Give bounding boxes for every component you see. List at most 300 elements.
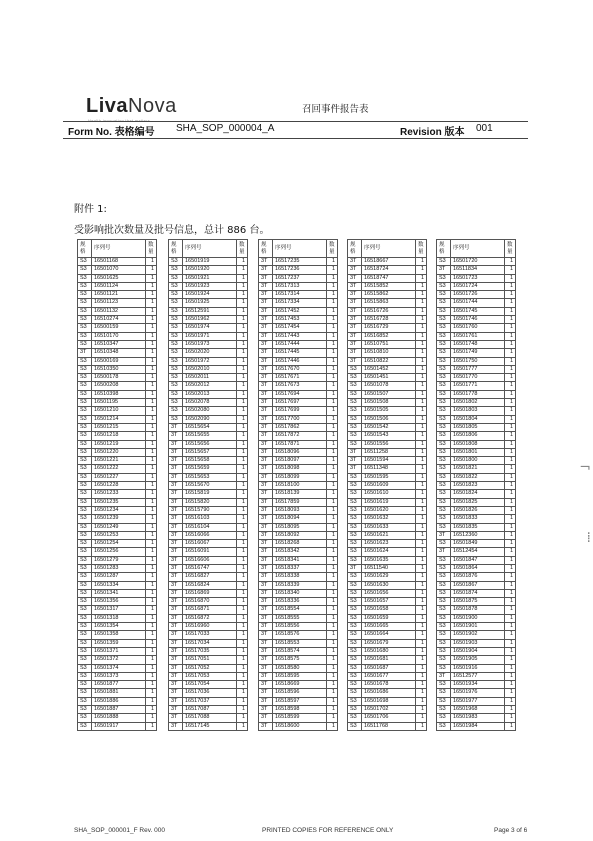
table-row (259, 689, 338, 697)
serial-cell: 16501984 (451, 722, 505, 730)
qty-cell: 1 (505, 299, 516, 307)
qty-cell: 1 (327, 440, 338, 448)
spec-cell: S3 (437, 440, 451, 448)
serial-cell: 16501124 (92, 282, 146, 290)
serial-cell: 16501874 (451, 589, 505, 597)
serial-cell: 16517446 (273, 357, 327, 365)
company-logo: LivaNova (86, 95, 177, 117)
spec-cell: S3 (169, 307, 183, 315)
qty-cell: 1 (505, 581, 516, 589)
spec-cell: S3 (78, 473, 92, 481)
table-row (169, 548, 248, 556)
qty-cell: 1 (416, 457, 427, 465)
table-row (437, 639, 516, 647)
qty-cell: 1 (327, 299, 338, 307)
table-row (169, 307, 248, 315)
qty-cell: 1 (327, 415, 338, 423)
qty-cell: 1 (237, 448, 248, 456)
table-row (348, 316, 427, 324)
qty-cell: 1 (327, 399, 338, 407)
spec-cell: 3T (437, 531, 451, 539)
qty-cell: 1 (416, 498, 427, 506)
spec-cell: S3 (348, 681, 362, 689)
qty-cell: 1 (327, 714, 338, 722)
serial-cell: 16518575 (273, 656, 327, 664)
serial-cell: 16501881 (92, 689, 146, 697)
spec-cell: 3T (259, 399, 273, 407)
serial-cell: 16501677 (362, 672, 416, 680)
serial-cell: 16501821 (451, 465, 505, 473)
qty-cell: 1 (416, 440, 427, 448)
serial-cell: 16510350 (92, 365, 146, 373)
spec-cell: 3T (348, 324, 362, 332)
spec-cell: 3T (169, 490, 183, 498)
serial-cell: 16501771 (451, 382, 505, 390)
serial-cell: 16515820 (183, 498, 237, 506)
qty-cell: 1 (146, 523, 157, 531)
spec-cell: S3 (348, 689, 362, 697)
footer-notice: PRINTED COPIES FOR REFERENCE ONLY (262, 827, 394, 834)
qty-cell: 1 (146, 473, 157, 481)
spec-cell: S3 (437, 423, 451, 431)
qty-cell: 1 (505, 316, 516, 324)
serial-cell: 16517452 (273, 307, 327, 315)
serial-cell: 16501656 (362, 589, 416, 597)
serial-cell: 16517871 (273, 440, 327, 448)
spec-cell: 3T (169, 681, 183, 689)
spec-cell: 3T (348, 340, 362, 348)
serial-cell: 16501356 (92, 598, 146, 606)
serial-cell: 16515658 (183, 457, 237, 465)
table-row (169, 564, 248, 572)
serial-cell: 16516869 (183, 589, 237, 597)
serial-cell: 16517035 (183, 647, 237, 655)
table-row (169, 340, 248, 348)
table-row (348, 656, 427, 664)
spec-cell: S3 (78, 531, 92, 539)
spec-cell: S3 (78, 440, 92, 448)
qty-cell: 1 (327, 664, 338, 672)
table-row (78, 423, 157, 431)
spec-cell: S3 (437, 706, 451, 714)
serial-table-4 (347, 239, 427, 731)
serial-cell: 16501610 (362, 490, 416, 498)
serial-cell: 16501826 (451, 506, 505, 514)
table-row (437, 573, 516, 581)
table-row (259, 457, 338, 465)
serial-cell: 16501254 (92, 540, 146, 548)
spec-cell: 3T (169, 598, 183, 606)
qty-cell: 1 (416, 523, 427, 531)
qty-cell: 1 (505, 631, 516, 639)
spec-cell: S3 (169, 258, 183, 266)
spec-cell: 3T (169, 515, 183, 523)
spec-cell: S3 (78, 299, 92, 307)
serial-cell: 16501123 (92, 299, 146, 307)
spec-cell: S3 (78, 664, 92, 672)
table-row (169, 515, 248, 523)
table-row (437, 556, 516, 564)
table-row (437, 598, 516, 606)
table-row (348, 432, 427, 440)
qty-cell: 1 (327, 374, 338, 382)
qty-cell: 1 (416, 365, 427, 373)
table-row (437, 407, 516, 415)
spec-cell: 3T (259, 465, 273, 473)
serial-cell: 16518339 (273, 581, 327, 589)
table-row (78, 515, 157, 523)
table-row (259, 515, 338, 523)
table-row (259, 382, 338, 390)
serial-cell: 16501233 (92, 490, 146, 498)
qty-cell: 1 (327, 473, 338, 481)
table-row (78, 266, 157, 274)
serial-cell: 16517670 (273, 365, 327, 373)
spec-cell: 3T (259, 614, 273, 622)
table-row (348, 598, 427, 606)
serial-cell: 16501219 (92, 440, 146, 448)
table-row (78, 349, 157, 357)
spec-cell: 3T (259, 440, 273, 448)
qty-cell: 1 (416, 697, 427, 705)
qty-cell: 1 (146, 672, 157, 680)
qty-cell: 1 (237, 706, 248, 714)
spec-cell: 3T (259, 722, 273, 730)
spec-cell: S3 (348, 656, 362, 664)
qty-cell: 1 (146, 564, 157, 572)
serial-cell: 16518553 (273, 639, 327, 647)
table-row (259, 573, 338, 581)
table-row (78, 598, 157, 606)
serial-cell: 16518099 (273, 473, 327, 481)
spec-cell: 3T (348, 448, 362, 456)
table-row (78, 672, 157, 680)
qty-cell: 1 (416, 598, 427, 606)
table-row (259, 614, 338, 622)
table-row (169, 498, 248, 506)
table-row (348, 258, 427, 266)
serial-cell: 16501745 (451, 307, 505, 315)
serial-cell: 16518097 (273, 457, 327, 465)
spec-cell: 3T (259, 573, 273, 581)
qty-cell: 1 (416, 647, 427, 655)
spec-cell: S3 (437, 432, 451, 440)
table-row (348, 515, 427, 523)
table-row (437, 581, 516, 589)
spec-cell: S3 (437, 573, 451, 581)
spec-cell: S3 (437, 349, 451, 357)
qty-cell: 1 (505, 689, 516, 697)
spec-cell: S3 (78, 498, 92, 506)
table-row (78, 407, 157, 415)
spec-cell: 3T (259, 672, 273, 680)
qty-cell: 1 (146, 631, 157, 639)
qty-cell: 1 (505, 374, 516, 382)
table-row (169, 523, 248, 531)
serial-header: 序列号 (273, 240, 327, 258)
spec-cell: 3T (169, 448, 183, 456)
spec-cell: 3T (259, 357, 273, 365)
table-row (259, 672, 338, 680)
spec-cell: 3T (169, 714, 183, 722)
qty-cell: 1 (505, 556, 516, 564)
serial-cell: 16501283 (92, 564, 146, 572)
spec-cell: 3T (348, 316, 362, 324)
spec-cell: 3T (348, 274, 362, 282)
table-row (78, 631, 157, 639)
serial-cell: 16501917 (92, 722, 146, 730)
table-row (259, 465, 338, 473)
qty-cell: 1 (327, 332, 338, 340)
serial-cell: 16517673 (273, 382, 327, 390)
qty-cell: 1 (505, 681, 516, 689)
qty-cell: 1 (505, 573, 516, 581)
serial-cell: 16501983 (451, 714, 505, 722)
spec-cell: 3T (169, 423, 183, 431)
qty-cell: 1 (327, 266, 338, 274)
table-row (348, 266, 427, 274)
spec-cell: 3T (169, 722, 183, 730)
spec-cell: S3 (78, 515, 92, 523)
table-row (78, 722, 157, 730)
qty-cell: 1 (237, 647, 248, 655)
form-number-value: SHA_SOP_000004_A (176, 123, 275, 134)
spec-cell: 3T (259, 365, 273, 373)
serial-cell: 16515657 (183, 448, 237, 456)
serial-header: 序列号 (451, 240, 505, 258)
qty-cell: 1 (237, 299, 248, 307)
table-row (259, 324, 338, 332)
table-row (78, 340, 157, 348)
qty-cell: 1 (146, 706, 157, 714)
table-row (169, 722, 248, 730)
serial-cell: 16517088 (183, 714, 237, 722)
table-row (78, 506, 157, 514)
table-row (169, 282, 248, 290)
serial-cell: 16516066 (183, 531, 237, 539)
table-row (348, 631, 427, 639)
serial-cell: 16515790 (183, 506, 237, 514)
serial-cell: 16501875 (451, 598, 505, 606)
table-row (169, 365, 248, 373)
spec-cell: S3 (78, 689, 92, 697)
spec-cell: S3 (437, 357, 451, 365)
table-row (259, 523, 338, 531)
qty-cell: 1 (146, 656, 157, 664)
table-row (437, 390, 516, 398)
spec-cell: S3 (348, 365, 362, 373)
serial-cell: 16501506 (362, 415, 416, 423)
spec-cell: S3 (437, 697, 451, 705)
table-row (348, 299, 427, 307)
table-row (259, 357, 338, 365)
table-row (169, 639, 248, 647)
qty-cell: 1 (416, 706, 427, 714)
table-row (259, 399, 338, 407)
serial-cell: 16501974 (183, 324, 237, 332)
qty-cell: 1 (327, 457, 338, 465)
table-row (259, 714, 338, 722)
qty-cell: 1 (416, 407, 427, 415)
serial-cell: 16501452 (362, 365, 416, 373)
spec-header: 规格 (348, 240, 362, 258)
table-row (259, 365, 338, 373)
qty-cell: 1 (416, 258, 427, 266)
table-row (437, 656, 516, 664)
table-row (437, 258, 516, 266)
spec-header: 规格 (437, 240, 451, 258)
spec-cell: 3T (169, 623, 183, 631)
qty-cell: 1 (237, 440, 248, 448)
table-row (348, 448, 427, 456)
qty-cell: 1 (505, 656, 516, 664)
spec-cell: 3T (259, 697, 273, 705)
revision-value: 001 (476, 123, 493, 134)
table-row (348, 664, 427, 672)
table-row (169, 614, 248, 622)
table-row (437, 357, 516, 365)
serial-cell: 16501222 (92, 465, 146, 473)
serial-cell: 16501746 (451, 316, 505, 324)
qty-cell: 1 (327, 647, 338, 655)
qty-cell: 1 (327, 498, 338, 506)
table-row (78, 382, 157, 390)
spec-cell: S3 (348, 548, 362, 556)
qty-cell: 1 (237, 324, 248, 332)
table-row (348, 457, 427, 465)
qty-cell: 1 (416, 689, 427, 697)
spec-cell: S3 (78, 556, 92, 564)
serial-cell: 16517314 (273, 291, 327, 299)
table-row (78, 299, 157, 307)
serial-cell: 16501825 (451, 498, 505, 506)
spec-cell: S3 (78, 523, 92, 531)
table-row (259, 564, 338, 572)
table-row (169, 258, 248, 266)
table-header-row (259, 240, 338, 258)
table-row (259, 291, 338, 299)
spec-cell: 3T (78, 349, 92, 357)
spec-cell: S3 (78, 258, 92, 266)
serial-cell: 16501681 (362, 656, 416, 664)
qty-cell: 1 (237, 374, 248, 382)
qty-cell: 1 (505, 515, 516, 523)
serial-cell: 16511258 (362, 448, 416, 456)
qty-cell: 1 (237, 681, 248, 689)
spec-cell: S3 (348, 399, 362, 407)
table-row (259, 432, 338, 440)
serial-cell: 16518100 (273, 482, 327, 490)
spec-cell: 3T (259, 498, 273, 506)
qty-cell: 1 (505, 324, 516, 332)
table-row (259, 374, 338, 382)
table-header-row (78, 240, 157, 258)
serial-cell: 16512454 (451, 548, 505, 556)
qty-cell: 1 (416, 299, 427, 307)
serial-cell: 16517445 (273, 349, 327, 357)
serial-cell: 16501334 (92, 581, 146, 589)
table-header-row (437, 240, 516, 258)
serial-cell: 16516872 (183, 614, 237, 622)
spec-cell: 3T (169, 556, 183, 564)
qty-cell: 1 (237, 556, 248, 564)
qty-cell: 1 (327, 540, 338, 548)
qty-cell: 1 (505, 291, 516, 299)
spec-cell: S3 (437, 448, 451, 456)
qty-cell: 1 (146, 639, 157, 647)
qty-cell: 1 (237, 664, 248, 672)
qty-cell: 1 (416, 482, 427, 490)
qty-cell: 1 (416, 332, 427, 340)
table-row (437, 606, 516, 614)
table-row (78, 357, 157, 365)
table-row (259, 490, 338, 498)
qty-cell: 1 (237, 606, 248, 614)
qty-cell: 1 (146, 606, 157, 614)
serial-cell: 16516960 (183, 623, 237, 631)
qty-cell: 1 (416, 349, 427, 357)
table-row (348, 606, 427, 614)
serial-cell: 16501168 (92, 258, 146, 266)
serial-cell: 16501227 (92, 473, 146, 481)
spec-cell: S3 (169, 407, 183, 415)
qty-cell: 1 (237, 564, 248, 572)
table-row (348, 697, 427, 705)
serial-cell: 16516827 (183, 573, 237, 581)
spec-cell: 3T (169, 656, 183, 664)
serial-cell: 16501632 (362, 515, 416, 523)
qty-cell: 1 (237, 258, 248, 266)
qty-cell: 1 (327, 515, 338, 523)
serial-cell: 16517671 (273, 374, 327, 382)
serial-cell: 16501508 (362, 399, 416, 407)
serial-cell: 16518597 (273, 697, 327, 705)
serial-header: 序列号 (183, 240, 237, 258)
serial-cell: 16515653 (183, 473, 237, 481)
spec-cell: S3 (348, 473, 362, 481)
spec-cell: S3 (437, 614, 451, 622)
serial-cell: 16517699 (273, 407, 327, 415)
serial-cell: 16501934 (451, 681, 505, 689)
qty-cell: 1 (505, 349, 516, 357)
spec-cell: 3T (169, 523, 183, 531)
qty-cell: 1 (327, 307, 338, 315)
serial-cell: 16512577 (451, 672, 505, 680)
spec-cell: S3 (78, 390, 92, 398)
serial-cell: 16501078 (362, 382, 416, 390)
serial-cell: 16517236 (273, 266, 327, 274)
serial-cell: 16501658 (362, 606, 416, 614)
table-row (259, 407, 338, 415)
spec-cell: S3 (78, 432, 92, 440)
qty-cell: 1 (327, 722, 338, 730)
qty-cell: 1 (146, 465, 157, 473)
qty-cell: 1 (505, 647, 516, 655)
qty-cell: 1 (416, 531, 427, 539)
spec-cell: S3 (169, 274, 183, 282)
spec-cell: S3 (78, 448, 92, 456)
qty-cell: 1 (416, 274, 427, 282)
serial-cell: 16501621 (362, 531, 416, 539)
serial-cell: 16501698 (362, 697, 416, 705)
table-row (169, 440, 248, 448)
qty-cell: 1 (416, 465, 427, 473)
table-row (169, 415, 248, 423)
qty-cell: 1 (505, 307, 516, 315)
serial-cell: 16501354 (92, 623, 146, 631)
qty-cell: 1 (505, 714, 516, 722)
qty-cell: 1 (146, 316, 157, 324)
